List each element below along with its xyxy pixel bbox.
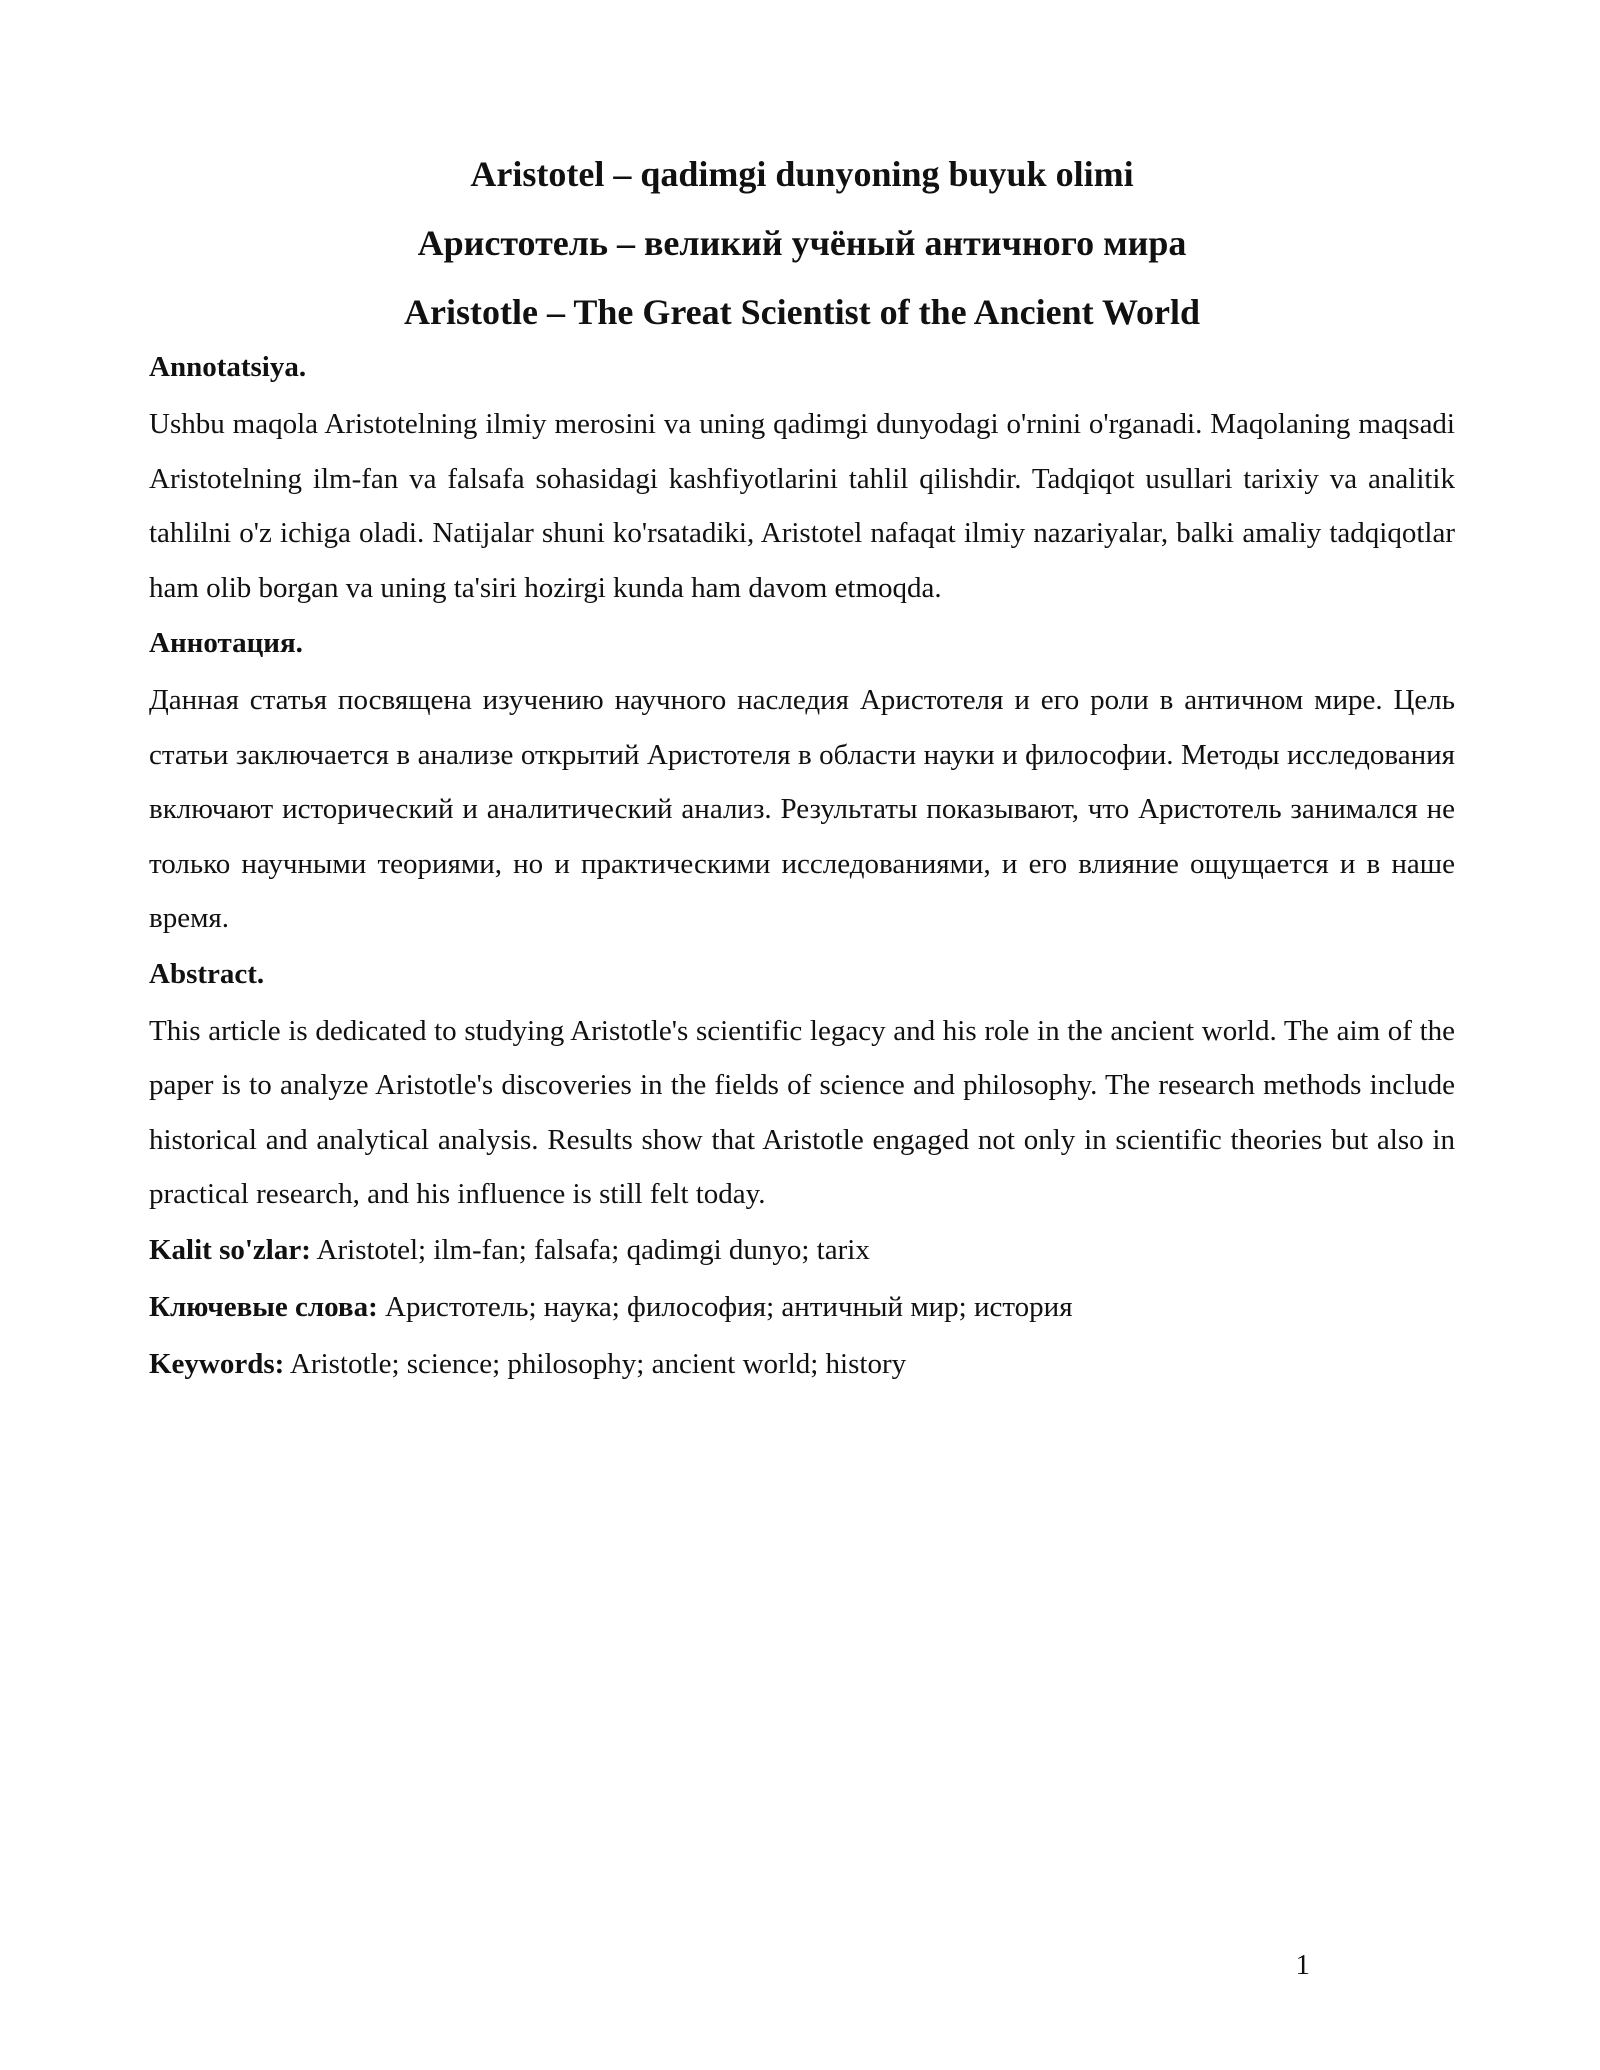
keywords-text: Аристотель; наука; философия; античный мир; история: [377, 1290, 1073, 1323]
keywords-text: Aristotle; science; philosophy; ancient world; history: [284, 1347, 907, 1380]
page-number: 1: [1295, 1949, 1310, 1981]
title-uzbek: Aristotel – qadimgi dunyoning buyuk olimi: [470, 154, 1134, 194]
section-paragraph: Данная статья посвящена изучению научного наследия Аристотеля и его роли в античном мире. Цель статьи заключается в анализе открытий Аристотеля в области науки и философии. Методы исследования включают исторический и аналитический анализ. Результаты показывают, что Аристотель занимался не только научными теориями, но и практическими исследованиями, и его влияние ощущается и в наше время.: [149, 684, 1455, 934]
section-heading: Abstract.: [149, 957, 265, 990]
keywords-label: Kalit so'zlar:: [149, 1233, 311, 1266]
keywords-label: Ключевые слова:: [149, 1290, 378, 1323]
keywords-russian: [149, 1287, 1455, 1327]
title-english: Aristotle – The Great Scientist of the Ancient World: [404, 292, 1200, 332]
keywords-label: Keywords:: [149, 1347, 285, 1380]
keywords-uzbek: [149, 1230, 1455, 1270]
title-russian: Аристотель – великий учёный античного мира: [417, 223, 1187, 263]
document-page: [149, 0, 1455, 2070]
section-heading: Аннотация.: [149, 627, 303, 659]
section-abstract: [149, 954, 1455, 1222]
title-block: [149, 140, 1455, 347]
section-annotatsiya: [149, 347, 1455, 615]
section-annotatsiya-ru: [149, 623, 1455, 946]
section-heading: Annotatsiya.: [149, 351, 307, 383]
section-paragraph: Ushbu maqola Aristotelning ilmiy merosini va uning qadimgi dunyodagi o'rnini o'rganadi. Maqolaning maqsadi Aristotelning ilm-fan va falsafa sohasidagi kashfiyotlarini tahlil qilishdir. Tadqiqot usullari tarixiy va analitik tahlilni o'z ichiga oladi. Natijalar shuni ko'rsatadiki, Aristotel nafaqat ilmiy nazariyalar, balki amaliy tadqiqotlar ham olib borgan va uning ta'siri hozirgi kunda ham davom etmoqda.: [149, 408, 1455, 604]
document-body: [149, 347, 1455, 1401]
keywords-english: [149, 1344, 1455, 1384]
keywords-text: Aristotel; ilm-fan; falsafa; qadimgi dunyo; tarix: [310, 1233, 870, 1266]
section-paragraph: This article is dedicated to studying Aristotle's scientific legacy and his role in the ancient world. The aim of the paper is to analyze Aristotle's discoveries in the fields of science and philosophy. The research methods include historical and analytical analysis. Results show that Aristotle engaged not only in scientific theories but also in practical research, and his influence is still felt today.: [149, 1014, 1455, 1210]
